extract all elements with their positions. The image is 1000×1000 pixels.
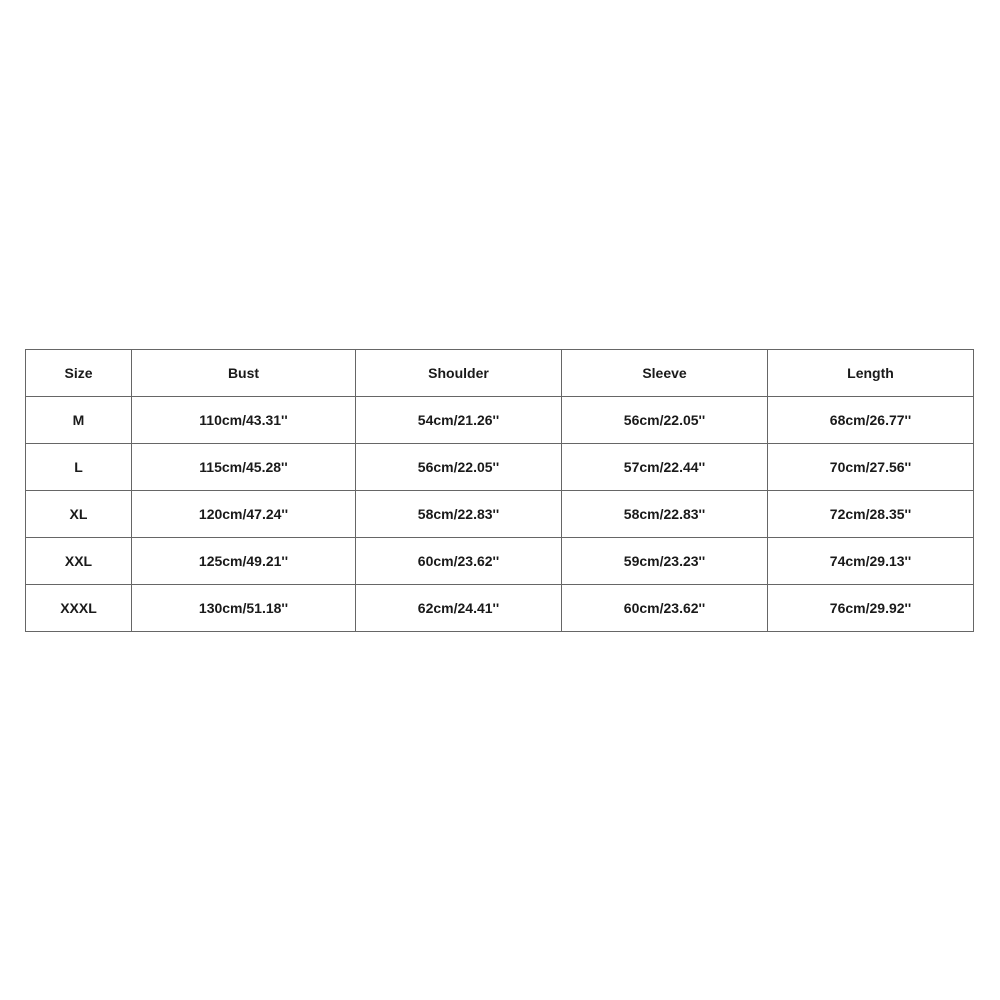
cell-size: XL — [26, 491, 132, 538]
cell-bust: 120cm/47.24'' — [132, 491, 356, 538]
table-row — [26, 585, 974, 632]
cell-sleeve: 57cm/22.44'' — [562, 444, 768, 491]
cell-sleeve: 59cm/23.23'' — [562, 538, 768, 585]
cell-shoulder: 56cm/22.05'' — [356, 444, 562, 491]
cell-bust: 115cm/45.28'' — [132, 444, 356, 491]
cell-length: 74cm/29.13'' — [768, 538, 974, 585]
cell-size: M — [26, 397, 132, 444]
cell-length: 70cm/27.56'' — [768, 444, 974, 491]
cell-length: 72cm/28.35'' — [768, 491, 974, 538]
table-row — [26, 491, 974, 538]
cell-size: L — [26, 444, 132, 491]
table-row — [26, 444, 974, 491]
cell-length: 68cm/26.77'' — [768, 397, 974, 444]
cell-sleeve: 56cm/22.05'' — [562, 397, 768, 444]
cell-size: XXXL — [26, 585, 132, 632]
cell-shoulder: 58cm/22.83'' — [356, 491, 562, 538]
header-bust: Bust — [132, 350, 356, 397]
table-row — [26, 538, 974, 585]
cell-bust: 130cm/51.18'' — [132, 585, 356, 632]
cell-bust: 110cm/43.31'' — [132, 397, 356, 444]
header-size: Size — [26, 350, 132, 397]
size-chart-table — [25, 349, 974, 632]
table-row — [26, 397, 974, 444]
cell-sleeve: 58cm/22.83'' — [562, 491, 768, 538]
header-shoulder: Shoulder — [356, 350, 562, 397]
cell-shoulder: 62cm/24.41'' — [356, 585, 562, 632]
cell-shoulder: 54cm/21.26'' — [356, 397, 562, 444]
cell-size: XXL — [26, 538, 132, 585]
cell-bust: 125cm/49.21'' — [132, 538, 356, 585]
header-sleeve: Sleeve — [562, 350, 768, 397]
cell-sleeve: 60cm/23.62'' — [562, 585, 768, 632]
cell-length: 76cm/29.92'' — [768, 585, 974, 632]
header-row — [26, 350, 974, 397]
cell-shoulder: 60cm/23.62'' — [356, 538, 562, 585]
header-length: Length — [768, 350, 974, 397]
